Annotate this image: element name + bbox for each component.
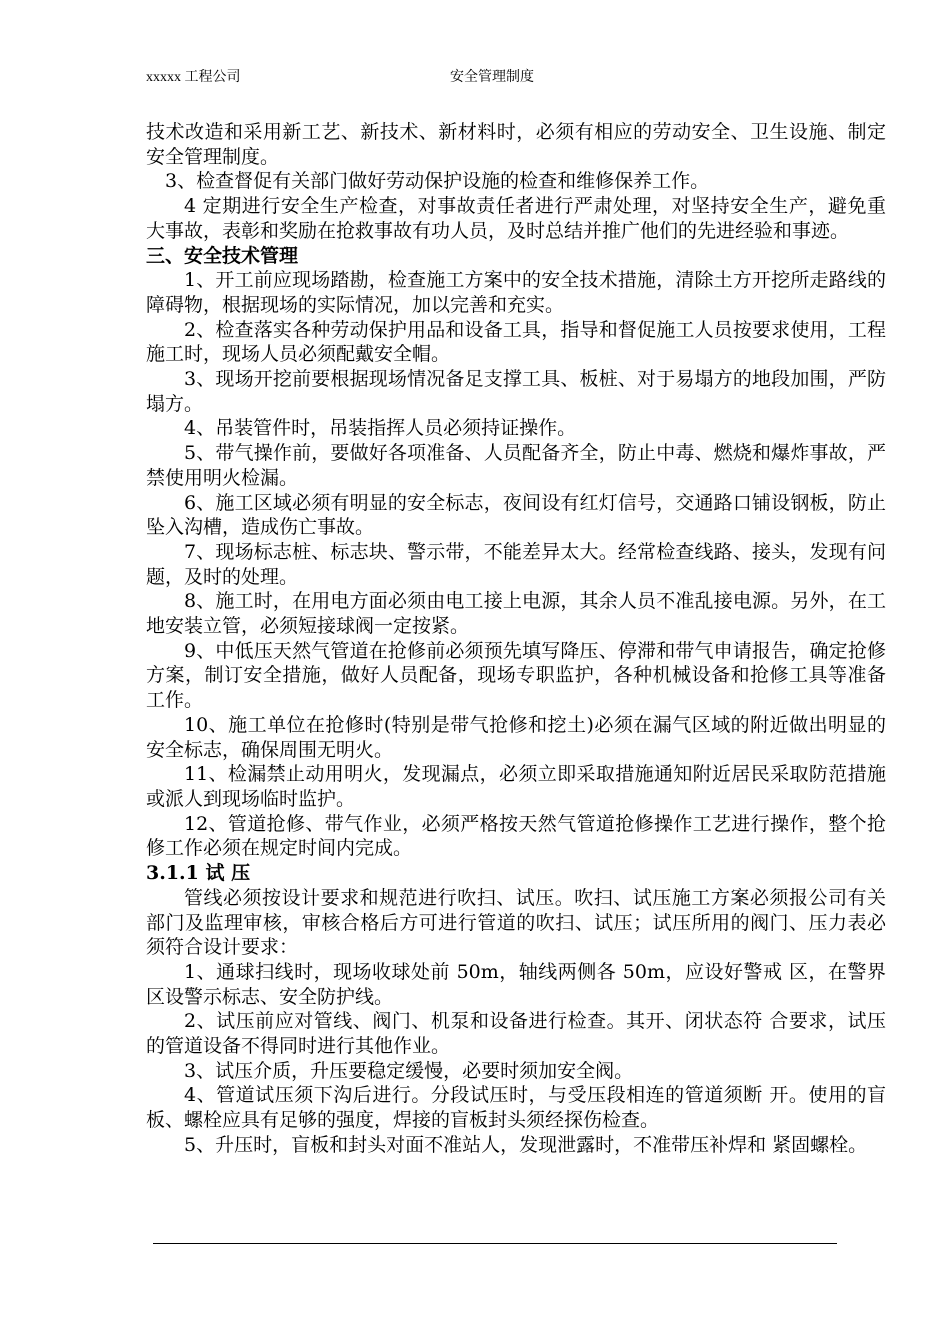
- body-paragraph: 5、升压时，盲板和封头对面不准站人，发现泄露时，不准带压补焊和 紧固螺栓。: [184, 1133, 868, 1156]
- body-paragraph: 5、带气操作前，要做好各项准备、人员配备齐全，防止中毒、燃烧和爆炸事故，严禁使用明火检漏。: [146, 442, 886, 489]
- body-paragraph: 7、现场标志桩、标志块、警示带，不能差异太大。经常检查线路、接头，发现有问题，及时的处理。: [146, 540, 886, 588]
- section-heading: 3.1.1 试 压: [146, 862, 251, 885]
- body-paragraph: 3、检查督促有关部门做好劳动保护设施的检查和维修保养工作。: [165, 170, 710, 193]
- body-paragraph: 3、现场开挖前要根据现场情况备足支撑工具、板桩、对于易塌方的地段加围，严防塌方。: [146, 368, 886, 415]
- body-paragraph: 8、施工时，在用电方面必须由电工接上电源，其余人员不准乱接电源。另外，在工地安装立管，必须短接球阀一定按紧。: [146, 590, 886, 638]
- body-paragraph: 9、中低压天然气管道在抢修前必须预先填写降压、停滞和带气申请报告，确定抢修方案，制订安全措施，做好人员配备，现场专职监护，各种机械设备和抢修工具等准备工作。: [146, 639, 886, 712]
- document-body: [146, 120, 886, 1158]
- body-paragraph: 4 定期进行安全生产检查，对事故责任者进行严肃处理，对坚持安全生产，避免重大事故，表彰和奖励在抢救事故有功人员，及时总结并推广他们的先进经验和事迹。: [146, 195, 886, 242]
- header-doc-title: 安全管理制度: [450, 70, 534, 85]
- header-company: xxxxx 工程公司: [146, 70, 241, 85]
- body-paragraph: 3、试压介质，升压要稳定缓慢，必要时须加安全阀。: [184, 1059, 634, 1082]
- body-paragraph: 11、检漏禁止动用明火，发现漏点，必须立即采取措施通知附近居民采取防范措施或派人到现场临时监护。: [146, 763, 886, 810]
- body-paragraph: 技术改造和采用新工艺、新技术、新材料时，必须有相应的劳动安全、卫生设施、制定安全管理制度。: [146, 121, 886, 168]
- body-paragraph: 管线必须按设计要求和规范进行吹扫、试压。吹扫、试压施工方案必须报公司有关部门及监理审核，审核合格后方可进行管道的吹扫、试压；试压所用的阀门、压力表必须符合设计要求：: [146, 886, 886, 959]
- body-paragraph: 2、检查落实各种劳动保护用品和设备工具，指导和督促施工人员按要求使用，工程施工时，现场人员必须配戴安全帽。: [146, 318, 886, 366]
- body-paragraph: 1、通球扫线时，现场收球处前 50m，轴线两侧各 50m，应设好警戒 区，在警界区设警示标志、安全防护线。: [146, 960, 886, 1008]
- body-paragraph: 6、施工区域必须有明显的安全标志，夜间设有红灯信号，交通路口铺设钢板，防止坠入沟槽，造成伤亡事故。: [146, 491, 886, 539]
- footer-rule: [153, 1243, 837, 1244]
- body-paragraph: 10、施工单位在抢修时(特别是带气抢修和挖土)必须在漏气区域的附近做出明显的安全标志，确保周围无明火。: [146, 713, 886, 761]
- body-paragraph: 4、管道试压须下沟后进行。分段试压时，与受压段相连的管道须断 开。使用的盲板、螺栓应具有足够的强度，焊接的盲板封头须经探伤检查。: [146, 1084, 886, 1132]
- body-paragraph: 4、吊装管件时，吊装指挥人员必须持证操作。: [184, 417, 577, 440]
- section-heading: 三、安全技术管理: [146, 244, 299, 267]
- body-paragraph: 1、开工前应现场踏勘，检查施工方案中的安全技术措施，清除土方开挖所走路线的障碍物，根据现场的实际情况，加以完善和充实。: [146, 269, 886, 316]
- body-paragraph: 12、管道抢修、带气作业，必须严格按天然气管道抢修操作工艺进行操作，整个抢修工作必须在规定时间内完成。: [146, 812, 886, 860]
- body-paragraph: 2、试压前应对管线、阀门、机泵和设备进行检查。其开、闭状态符 合要求，试压的管道设备不得同时进行其他作业。: [146, 1010, 886, 1058]
